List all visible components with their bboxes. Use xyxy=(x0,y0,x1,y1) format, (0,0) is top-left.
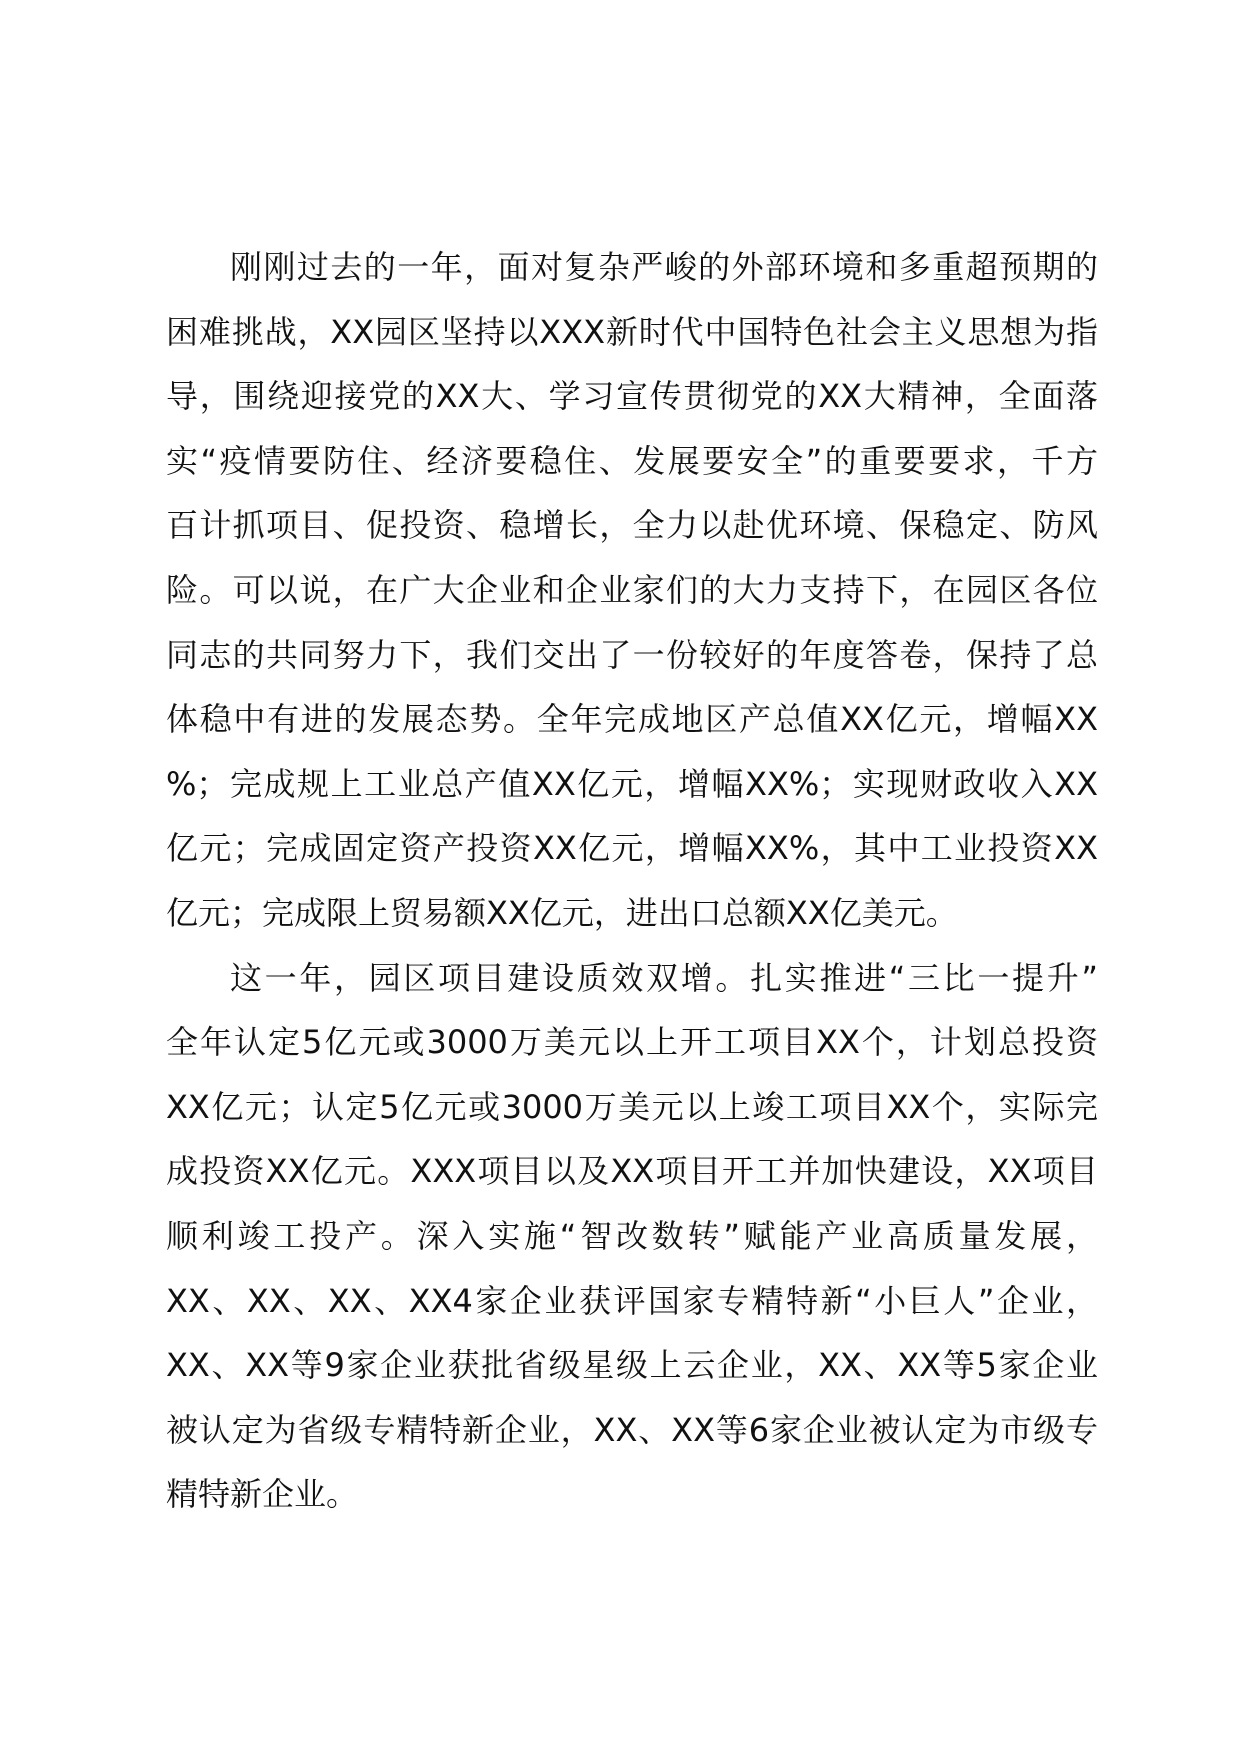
paragraph-2 xyxy=(166,946,1098,1527)
text-line: 险。可以说，在广大企业和企业家们的大力支持下，在园区各位 xyxy=(166,570,1098,609)
text-line: 被认定为省级专精特新企业，XX、XX等6家企业被认定为市级专 xyxy=(166,1410,1098,1449)
text-line: 全年认定5亿元或3000万美元以上开工项目XX个，计划总投资 xyxy=(166,1023,1098,1062)
paragraph-1 xyxy=(166,235,1098,946)
text-line: 导，围绕迎接党的XX大、学习宣传贯彻党的XX大精神，全面落 xyxy=(166,377,1098,416)
text-line: 困难挑战，XX园区坚持以XXX新时代中国特色社会主义思想为指 xyxy=(166,312,1098,351)
body-text xyxy=(166,235,1098,1527)
text-line: %；完成规上工业总产值XX亿元，增幅XX%；实现财政收入XX xyxy=(166,764,1098,803)
text-line: 精特新企业。 xyxy=(166,1475,359,1514)
text-line: 成投资XX亿元。XXX项目以及XX项目开工并加快建设，XX项目 xyxy=(166,1152,1098,1191)
text-line: 实“疫情要防住、经济要稳住、发展要安全”的重要要求，千方 xyxy=(166,441,1098,480)
text-line: XX、XX、XX、XX4家企业获评国家专精特新“小巨人”企业， xyxy=(166,1281,1098,1320)
text-line: 亿元；完成固定资产投资XX亿元，增幅XX%，其中工业投资XX xyxy=(166,829,1098,868)
text-line: 体稳中有进的发展态势。全年完成地区产总值XX亿元，增幅XX xyxy=(166,700,1098,739)
text-line: XX亿元；认定5亿元或3000万美元以上竣工项目XX个，实际完 xyxy=(166,1087,1098,1126)
text-line: 这一年，园区项目建设质效双增。扎实推进“三比一提升” xyxy=(230,958,1098,997)
text-line: 同志的共同努力下，我们交出了一份较好的年度答卷，保持了总 xyxy=(166,635,1098,674)
text-line: XX、XX等9家企业获批省级星级上云企业，XX、XX等5家企业 xyxy=(166,1346,1098,1385)
text-line: 亿元；完成限上贸易额XX亿元，进出口总额XX亿美元。 xyxy=(166,893,958,932)
text-line: 顺利竣工投产。深入实施“智改数转”赋能产业高质量发展， xyxy=(166,1216,1098,1255)
text-line: 刚刚过去的一年，面对复杂严峻的外部环境和多重超预期的 xyxy=(230,248,1098,286)
text-line: 百计抓项目、促投资、稳增长，全力以赴优环境、保稳定、防风 xyxy=(166,506,1098,545)
